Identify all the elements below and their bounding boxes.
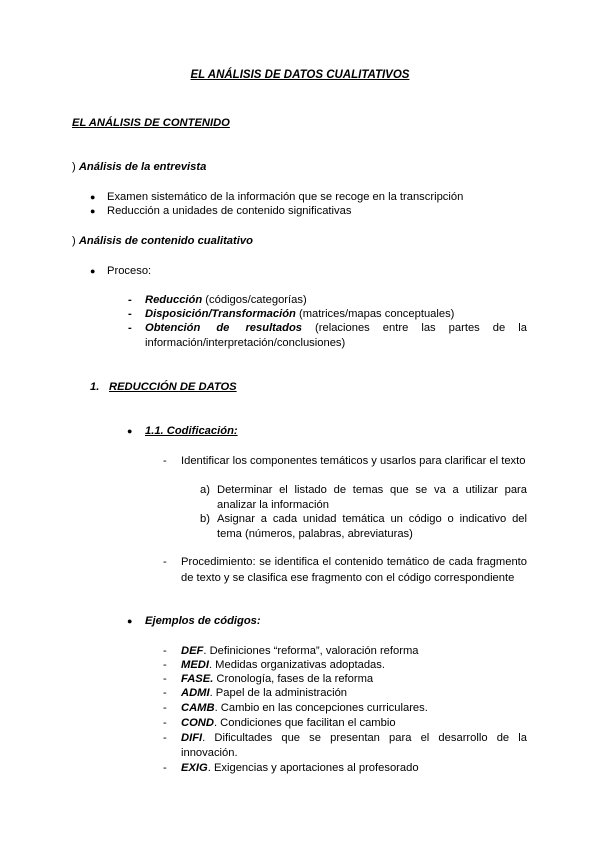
code-item: [181, 731, 527, 760]
bullet-icon: ●: [90, 206, 96, 216]
bullet-icon: ●: [127, 616, 133, 626]
code-item: [181, 716, 396, 731]
page-title: EL ANÁLISIS DE DATOS CUALITATIVOS: [190, 69, 410, 81]
list-item: [90, 204, 95, 219]
sub-marker: b): [200, 513, 210, 525]
dash-icon: -: [163, 556, 167, 568]
code-term: DEF: [181, 645, 204, 657]
code-item: [181, 644, 419, 659]
code-term: EXIG: [181, 762, 208, 774]
procedimiento-text: Procedimiento: se identifica el contenido temático de cada fragmento de texto y se clasifica ese fragmento con el código correspondiente: [181, 556, 527, 584]
dash-icon: -: [163, 455, 167, 467]
code-item: [181, 761, 419, 776]
dash-icon: -: [163, 659, 167, 671]
subheading-contenido: [72, 234, 253, 249]
dash-icon: -: [128, 294, 132, 306]
code-item: [181, 672, 373, 687]
proceso-item: [145, 307, 454, 322]
code-term: FASE.: [181, 673, 214, 685]
proceso-label: Proceso:: [107, 265, 152, 277]
ejemplos-heading: Ejemplos de códigos:: [145, 615, 261, 627]
code-item: [181, 658, 385, 673]
code-desc: . Condiciones que facilitan el cambio: [213, 717, 396, 729]
proceso-term: Obtención de resultados: [145, 322, 303, 334]
sub-item-text: Determinar el listado de temas que se va a utilizar para analizar la información: [217, 484, 527, 511]
list-item: [127, 614, 132, 629]
code-item: [181, 686, 347, 701]
code-desc: . Definiciones “reforma”, valoración reforma: [203, 645, 419, 657]
dash-icon: -: [163, 762, 167, 774]
list-item: [90, 190, 95, 205]
code-desc: . Medidas organizativas adoptadas.: [208, 659, 385, 671]
list-item-text: Reducción a unidades de contenido significativas: [107, 205, 352, 217]
code-term: COND: [181, 717, 214, 729]
list-item-text: Examen sistemático de la información que se recoge en la transcripción: [107, 191, 464, 203]
bullet-icon: ●: [127, 426, 133, 436]
list-item: [127, 424, 132, 439]
code-desc: . Cambio en las concepciones curriculares.: [214, 702, 428, 714]
codificacion-item: Identificar los componentes temáticos y usarlos para clarificar el texto: [181, 455, 526, 467]
dash-icon: -: [163, 673, 167, 685]
subheading-marker: ): [72, 161, 76, 173]
sub-item-text: Asignar a cada unidad temática un código o indicativo del tema (números, palabras, abreviaturas): [217, 513, 527, 540]
code-desc: Cronología, fases de la reforma: [213, 673, 374, 685]
section-title: REDUCCIÓN DE DATOS: [109, 381, 237, 393]
code-item: [181, 701, 428, 716]
proceso-desc: (relaciones entre las partes de la información/interpretación/conclusiones): [145, 322, 527, 349]
proceso-term: Reducción: [145, 294, 203, 306]
dash-icon: -: [128, 322, 132, 334]
code-term: ADMI: [181, 687, 210, 699]
subheading-label: Análisis de contenido cualitativo: [78, 235, 253, 247]
dash-icon: -: [163, 687, 167, 699]
dash-icon: -: [163, 717, 167, 729]
proceso-item: [145, 321, 527, 350]
dash-icon: -: [163, 702, 167, 714]
proceso-desc: (matrices/mapas conceptuales): [295, 308, 455, 320]
list-item: [90, 264, 95, 279]
code-desc: . Papel de la administración: [209, 687, 348, 699]
codificacion-heading: 1.1. Codificación:: [145, 425, 238, 437]
section-heading: EL ANÁLISIS DE CONTENIDO: [72, 117, 230, 129]
bullet-icon: ●: [90, 266, 96, 276]
section-number: 1.: [90, 381, 100, 393]
code-desc: . Exigencias y aportaciones al profesorado: [207, 762, 419, 774]
code-term: DIFI: [181, 732, 203, 744]
dash-icon: -: [128, 308, 132, 320]
code-term: CAMB: [181, 702, 215, 714]
bullet-icon: ●: [90, 192, 96, 202]
proceso-item: [145, 293, 307, 308]
subheading-marker: ): [72, 235, 76, 247]
subheading-label: Análisis de la entrevista: [78, 161, 207, 173]
sub-marker: a): [200, 484, 210, 496]
proceso-desc: (códigos/categorías): [202, 294, 307, 306]
code-desc: . Dificultades que se presentan para el desarrollo de la innovación.: [181, 732, 527, 759]
code-term: MEDI: [181, 659, 209, 671]
dash-icon: -: [163, 645, 167, 657]
subheading-entrevista: [72, 160, 206, 175]
dash-icon: -: [163, 732, 167, 744]
proceso-term: Disposición/Transformación: [145, 308, 296, 320]
